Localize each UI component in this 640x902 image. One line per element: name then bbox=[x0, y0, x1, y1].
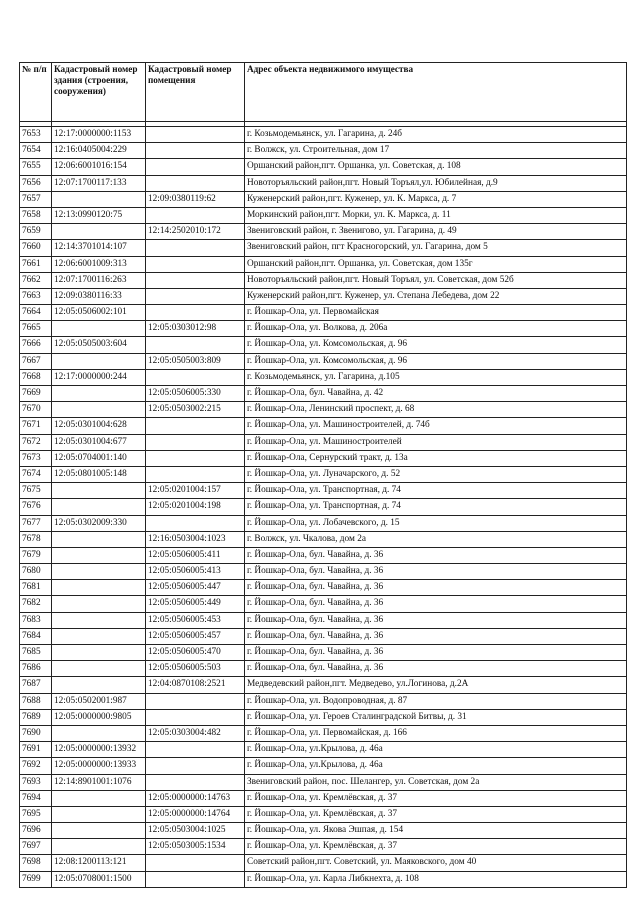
row-number-cell: 7687 bbox=[20, 677, 52, 693]
room-cadastral-cell bbox=[146, 450, 245, 466]
building-cadastral-cell bbox=[52, 806, 146, 822]
table-row bbox=[20, 337, 627, 353]
building-cadastral-cell bbox=[52, 612, 146, 628]
building-cadastral-cell bbox=[52, 499, 146, 515]
room-cadastral-cell bbox=[146, 240, 245, 256]
row-number-cell: 7682 bbox=[20, 596, 52, 612]
table-row bbox=[20, 191, 627, 207]
row-number-cell: 7676 bbox=[20, 499, 52, 515]
room-cadastral-cell bbox=[146, 693, 245, 709]
room-cadastral-cell: 12:05:0506005:413 bbox=[146, 564, 245, 580]
room-cadastral-cell: 12:05:0000000:14764 bbox=[146, 806, 245, 822]
table-row bbox=[20, 321, 627, 337]
row-number-cell: 7690 bbox=[20, 725, 52, 741]
room-cadastral-cell: 12:05:0506005:449 bbox=[146, 596, 245, 612]
header-row bbox=[20, 63, 627, 122]
address-cell: г. Йошкар-Ола, ул. Комсомольская, д. 96 bbox=[245, 353, 627, 369]
row-number-cell: 7696 bbox=[20, 823, 52, 839]
table-row bbox=[20, 256, 627, 272]
row-number-cell: 7668 bbox=[20, 369, 52, 385]
table-body bbox=[20, 122, 627, 888]
table-row bbox=[20, 564, 627, 580]
address-cell: Новоторъяльский район,пгт. Новый Торъял,ул. Юбилейная, д.9 bbox=[245, 175, 627, 191]
address-cell: г. Йошкар-Ола, Ленинский проспект, д. 68 bbox=[245, 402, 627, 418]
address-cell: г. Йошкар-Ола, ул. Волкова, д. 206а bbox=[245, 321, 627, 337]
table-row bbox=[20, 369, 627, 385]
header-room-cadastral: Кадастровый номер помещения bbox=[146, 63, 245, 122]
row-number-cell: 7692 bbox=[20, 758, 52, 774]
room-cadastral-cell bbox=[146, 742, 245, 758]
table-row bbox=[20, 806, 627, 822]
room-cadastral-cell: 12:05:0201004:198 bbox=[146, 499, 245, 515]
room-cadastral-cell bbox=[146, 127, 245, 143]
building-cadastral-cell: 12:05:0000000:9805 bbox=[52, 709, 146, 725]
row-number-cell: 7693 bbox=[20, 774, 52, 790]
room-cadastral-cell bbox=[146, 515, 245, 531]
table-row bbox=[20, 742, 627, 758]
room-cadastral-cell: 12:05:0506005:447 bbox=[146, 580, 245, 596]
room-cadastral-cell bbox=[146, 272, 245, 288]
address-cell: г. Йошкар-Ола, ул. Машиностроителей, д. 74б bbox=[245, 418, 627, 434]
building-cadastral-cell bbox=[52, 839, 146, 855]
table-row bbox=[20, 159, 627, 175]
table-row bbox=[20, 612, 627, 628]
row-number-cell: 7684 bbox=[20, 628, 52, 644]
table-row bbox=[20, 272, 627, 288]
address-cell: Звениговский район, пос. Шелангер, ул. Советская, дом 2а bbox=[245, 774, 627, 790]
building-cadastral-cell: 12:17:0000000:1153 bbox=[52, 127, 146, 143]
row-number-cell: 7674 bbox=[20, 466, 52, 482]
table-row bbox=[20, 758, 627, 774]
row-number-cell: 7680 bbox=[20, 564, 52, 580]
building-cadastral-cell: 12:05:0502001:987 bbox=[52, 693, 146, 709]
table-row bbox=[20, 709, 627, 725]
building-cadastral-cell: 12:13:0990120:75 bbox=[52, 207, 146, 223]
address-cell: г. Йошкар-Ола, бул. Чавайна, д. 36 bbox=[245, 547, 627, 563]
room-cadastral-cell: 12:09:0380119:62 bbox=[146, 191, 245, 207]
address-cell: Куженерский район,пгт. Куженер, ул. К. Маркса, д. 7 bbox=[245, 191, 627, 207]
building-cadastral-cell bbox=[52, 191, 146, 207]
row-number-cell: 7663 bbox=[20, 288, 52, 304]
row-number-cell: 7672 bbox=[20, 434, 52, 450]
address-cell: г. Йошкар-Ола, ул.Крылова, д. 46а bbox=[245, 742, 627, 758]
table-row bbox=[20, 596, 627, 612]
room-cadastral-cell bbox=[146, 143, 245, 159]
table-row bbox=[20, 483, 627, 499]
building-cadastral-cell bbox=[52, 547, 146, 563]
row-number-cell: 7656 bbox=[20, 175, 52, 191]
row-number-cell: 7654 bbox=[20, 143, 52, 159]
row-number-cell: 7655 bbox=[20, 159, 52, 175]
building-cadastral-cell: 12:05:0000000:13933 bbox=[52, 758, 146, 774]
room-cadastral-cell bbox=[146, 418, 245, 434]
building-cadastral-cell bbox=[52, 580, 146, 596]
building-cadastral-cell bbox=[52, 823, 146, 839]
table-row bbox=[20, 402, 627, 418]
room-cadastral-cell bbox=[146, 871, 245, 887]
address-cell: г. Козьмодемьянск, ул. Гагарина, д.105 bbox=[245, 369, 627, 385]
table-row bbox=[20, 580, 627, 596]
row-number-cell: 7665 bbox=[20, 321, 52, 337]
building-cadastral-cell bbox=[52, 353, 146, 369]
building-cadastral-cell bbox=[52, 321, 146, 337]
room-cadastral-cell: 12:05:0303012:98 bbox=[146, 321, 245, 337]
table-row bbox=[20, 823, 627, 839]
address-cell: г. Йошкар-Ола, ул. Героев Сталинградской Битвы, д. 31 bbox=[245, 709, 627, 725]
building-cadastral-cell bbox=[52, 596, 146, 612]
address-cell: г. Йошкар-Ола, ул. Якова Эшпая, д. 154 bbox=[245, 823, 627, 839]
address-cell: г. Йошкар-Ола, ул. Карла Либкнехта, д. 108 bbox=[245, 871, 627, 887]
row-number-cell: 7688 bbox=[20, 693, 52, 709]
table-row bbox=[20, 450, 627, 466]
room-cadastral-cell: 12:05:0505003:809 bbox=[146, 353, 245, 369]
row-number-cell: 7685 bbox=[20, 645, 52, 661]
row-number-cell: 7662 bbox=[20, 272, 52, 288]
table-row bbox=[20, 725, 627, 741]
room-cadastral-cell bbox=[146, 175, 245, 191]
building-cadastral-cell bbox=[52, 386, 146, 402]
table-row bbox=[20, 628, 627, 644]
address-cell: Медведевский район,пгт. Медведево, ул.Логинова, д.2А bbox=[245, 677, 627, 693]
building-cadastral-cell: 12:05:0000000:13932 bbox=[52, 742, 146, 758]
address-cell: г. Йошкар-Ола, ул. Луначарского, д. 52 bbox=[245, 466, 627, 482]
address-cell: г. Йошкар-Ола, бул. Чавайна, д. 36 bbox=[245, 612, 627, 628]
building-cadastral-cell: 12:14:3701014:107 bbox=[52, 240, 146, 256]
room-cadastral-cell: 12:14:2502010:172 bbox=[146, 224, 245, 240]
table-row bbox=[20, 547, 627, 563]
building-cadastral-cell bbox=[52, 564, 146, 580]
building-cadastral-cell: 12:06:6001009:313 bbox=[52, 256, 146, 272]
address-cell: Оршанский район,пгт. Оршанка, ул. Советская, дом 135г bbox=[245, 256, 627, 272]
address-cell: г. Йошкар-Ола, ул. Комсомольская, д. 96 bbox=[245, 337, 627, 353]
table-row bbox=[20, 661, 627, 677]
address-cell: Советский район,пгт. Советский, ул. Маяковского, дом 40 bbox=[245, 855, 627, 871]
address-cell: г. Йошкар-Ола, ул. Первомайская, д. 166 bbox=[245, 725, 627, 741]
building-cadastral-cell bbox=[52, 661, 146, 677]
address-cell: Оршанский район,пгт. Оршанка, ул. Советская, д. 108 bbox=[245, 159, 627, 175]
address-cell: г. Йошкар-Ола, ул. Кремлёвская, д. 37 bbox=[245, 790, 627, 806]
row-number-cell: 7666 bbox=[20, 337, 52, 353]
room-cadastral-cell: 12:05:0503004:1025 bbox=[146, 823, 245, 839]
address-cell: г. Йошкар-Ола, бул. Чавайна, д. 36 bbox=[245, 596, 627, 612]
building-cadastral-cell: 12:08:1200113:121 bbox=[52, 855, 146, 871]
address-cell: Звениговский район, г. Звенигово, ул. Гагарина, д. 49 bbox=[245, 224, 627, 240]
address-cell: г. Йошкар-Ола, ул. Первомайская bbox=[245, 305, 627, 321]
table-row bbox=[20, 143, 627, 159]
room-cadastral-cell: 12:05:0503005:1534 bbox=[146, 839, 245, 855]
table-row bbox=[20, 386, 627, 402]
building-cadastral-cell bbox=[52, 531, 146, 547]
row-number-cell: 7695 bbox=[20, 806, 52, 822]
header-building-cadastral: Кадастровый номер здания (строения, сооружения) bbox=[52, 63, 146, 122]
table-row bbox=[20, 774, 627, 790]
row-number-cell: 7669 bbox=[20, 386, 52, 402]
table-row bbox=[20, 240, 627, 256]
room-cadastral-cell bbox=[146, 855, 245, 871]
room-cadastral-cell: 12:05:0506005:330 bbox=[146, 386, 245, 402]
address-cell: г. Йошкар-Ола, бул. Чавайна, д. 36 bbox=[245, 580, 627, 596]
building-cadastral-cell: 12:14:8901001:1076 bbox=[52, 774, 146, 790]
room-cadastral-cell: 12:04:0870108:2521 bbox=[146, 677, 245, 693]
table-row bbox=[20, 790, 627, 806]
room-cadastral-cell bbox=[146, 466, 245, 482]
row-number-cell: 7653 bbox=[20, 127, 52, 143]
building-cadastral-cell bbox=[52, 725, 146, 741]
table-row bbox=[20, 353, 627, 369]
address-cell: г. Йошкар-Ола, ул. Машиностроителей bbox=[245, 434, 627, 450]
address-cell: г. Йошкар-Ола, бул. Чавайна, д. 42 bbox=[245, 386, 627, 402]
building-cadastral-cell: 12:17:0000000:244 bbox=[52, 369, 146, 385]
row-number-cell: 7661 bbox=[20, 256, 52, 272]
building-cadastral-cell: 12:07:1700116:263 bbox=[52, 272, 146, 288]
table-row bbox=[20, 207, 627, 223]
table-row bbox=[20, 434, 627, 450]
table-row bbox=[20, 127, 627, 143]
building-cadastral-cell: 12:05:0506002:101 bbox=[52, 305, 146, 321]
building-cadastral-cell: 12:07:1700117:133 bbox=[52, 175, 146, 191]
table-row bbox=[20, 515, 627, 531]
row-number-cell: 7697 bbox=[20, 839, 52, 855]
registry-table bbox=[19, 62, 627, 888]
building-cadastral-cell bbox=[52, 224, 146, 240]
address-cell: г. Йошкар-Ола, бул. Чавайна, д. 36 bbox=[245, 661, 627, 677]
address-cell: Куженерский район,пгт. Куженер, ул. Степана Лебедева, дом 22 bbox=[245, 288, 627, 304]
row-number-cell: 7670 bbox=[20, 402, 52, 418]
room-cadastral-cell bbox=[146, 256, 245, 272]
address-cell: г. Йошкар-Ола, ул. Транспортная, д. 74 bbox=[245, 499, 627, 515]
room-cadastral-cell: 12:05:0506005:503 bbox=[146, 661, 245, 677]
row-number-cell: 7667 bbox=[20, 353, 52, 369]
address-cell: г. Йошкар-Ола, бул. Чавайна, д. 36 bbox=[245, 628, 627, 644]
row-number-cell: 7675 bbox=[20, 483, 52, 499]
address-cell: г. Йошкар-Ола, ул. Кремлёвская, д. 37 bbox=[245, 806, 627, 822]
room-cadastral-cell bbox=[146, 288, 245, 304]
room-cadastral-cell: 12:05:0303004:482 bbox=[146, 725, 245, 741]
table-row bbox=[20, 224, 627, 240]
room-cadastral-cell: 12:05:0506005:470 bbox=[146, 645, 245, 661]
table-row bbox=[20, 466, 627, 482]
row-number-cell: 7671 bbox=[20, 418, 52, 434]
row-number-cell: 7683 bbox=[20, 612, 52, 628]
address-cell: г. Волжск, ул. Чкалова, дом 2а bbox=[245, 531, 627, 547]
table-row bbox=[20, 288, 627, 304]
building-cadastral-cell: 12:05:0708001:1500 bbox=[52, 871, 146, 887]
table-row bbox=[20, 418, 627, 434]
row-number-cell: 7673 bbox=[20, 450, 52, 466]
address-cell: Новоторъяльский район,пгт. Новый Торъял, ул. Советская, дом 52б bbox=[245, 272, 627, 288]
building-cadastral-cell bbox=[52, 628, 146, 644]
room-cadastral-cell: 12:05:0000000:14763 bbox=[146, 790, 245, 806]
row-number-cell: 7691 bbox=[20, 742, 52, 758]
building-cadastral-cell bbox=[52, 677, 146, 693]
room-cadastral-cell bbox=[146, 369, 245, 385]
address-cell: г. Йошкар-Ола, Сернурский тракт, д. 13а bbox=[245, 450, 627, 466]
building-cadastral-cell bbox=[52, 790, 146, 806]
address-cell: г. Волжск, ул. Строительная, дом 17 bbox=[245, 143, 627, 159]
room-cadastral-cell bbox=[146, 709, 245, 725]
room-cadastral-cell bbox=[146, 434, 245, 450]
table-row bbox=[20, 839, 627, 855]
building-cadastral-cell: 12:05:0801005:148 bbox=[52, 466, 146, 482]
room-cadastral-cell bbox=[146, 207, 245, 223]
address-cell: г. Йошкар-Ола, бул. Чавайна, д. 36 bbox=[245, 645, 627, 661]
header-address: Адрес объекта недвижимого имущества bbox=[245, 63, 627, 122]
table-row bbox=[20, 305, 627, 321]
address-cell: г. Козьмодемьянск, ул. Гагарина, д. 24б bbox=[245, 127, 627, 143]
room-cadastral-cell bbox=[146, 305, 245, 321]
table-row bbox=[20, 871, 627, 887]
room-cadastral-cell: 12:05:0506005:411 bbox=[146, 547, 245, 563]
building-cadastral-cell: 12:05:0302009:330 bbox=[52, 515, 146, 531]
address-cell: г. Йошкар-Ола, бул. Чавайна, д. 36 bbox=[245, 564, 627, 580]
row-number-cell: 7657 bbox=[20, 191, 52, 207]
building-cadastral-cell bbox=[52, 483, 146, 499]
table-row bbox=[20, 499, 627, 515]
address-cell: г. Йошкар-Ола, ул. Транспортная, д. 74 bbox=[245, 483, 627, 499]
address-cell: Звениговский район, пгт Красногорский, ул. Гагарина, дом 5 bbox=[245, 240, 627, 256]
address-cell: г. Йошкар-Ола, ул. Кремлёвская, д. 37 bbox=[245, 839, 627, 855]
row-number-cell: 7659 bbox=[20, 224, 52, 240]
table-row bbox=[20, 677, 627, 693]
address-cell: г. Йошкар-Ола, ул. Лобачевского, д. 15 bbox=[245, 515, 627, 531]
room-cadastral-cell bbox=[146, 774, 245, 790]
building-cadastral-cell bbox=[52, 645, 146, 661]
building-cadastral-cell: 12:05:0704001:140 bbox=[52, 450, 146, 466]
row-number-cell: 7699 bbox=[20, 871, 52, 887]
row-number-cell: 7686 bbox=[20, 661, 52, 677]
address-cell: г. Йошкар-Ола, ул. Водопроводная, д. 87 bbox=[245, 693, 627, 709]
row-number-cell: 7658 bbox=[20, 207, 52, 223]
room-cadastral-cell: 12:05:0506005:453 bbox=[146, 612, 245, 628]
table-row bbox=[20, 693, 627, 709]
building-cadastral-cell bbox=[52, 402, 146, 418]
table-row bbox=[20, 531, 627, 547]
building-cadastral-cell: 12:05:0505003:604 bbox=[52, 337, 146, 353]
table-row bbox=[20, 645, 627, 661]
row-number-cell: 7689 bbox=[20, 709, 52, 725]
room-cadastral-cell: 12:05:0503002:215 bbox=[146, 402, 245, 418]
row-number-cell: 7681 bbox=[20, 580, 52, 596]
room-cadastral-cell: 12:05:0201004:157 bbox=[146, 483, 245, 499]
table-header bbox=[20, 63, 627, 122]
room-cadastral-cell: 12:16:0503004:1023 bbox=[146, 531, 245, 547]
room-cadastral-cell bbox=[146, 337, 245, 353]
room-cadastral-cell: 12:05:0506005:457 bbox=[146, 628, 245, 644]
room-cadastral-cell bbox=[146, 758, 245, 774]
building-cadastral-cell: 12:05:0301004:628 bbox=[52, 418, 146, 434]
table-row bbox=[20, 855, 627, 871]
building-cadastral-cell: 12:06:6001016:154 bbox=[52, 159, 146, 175]
building-cadastral-cell: 12:05:0301004:677 bbox=[52, 434, 146, 450]
room-cadastral-cell bbox=[146, 159, 245, 175]
row-number-cell: 7677 bbox=[20, 515, 52, 531]
address-cell: Моркинский район,пгт. Морки, ул. К. Маркса, д. 11 bbox=[245, 207, 627, 223]
row-number-cell: 7694 bbox=[20, 790, 52, 806]
row-number-cell: 7679 bbox=[20, 547, 52, 563]
table-row bbox=[20, 175, 627, 191]
row-number-cell: 7698 bbox=[20, 855, 52, 871]
row-number-cell: 7664 bbox=[20, 305, 52, 321]
building-cadastral-cell: 12:16:0405004:229 bbox=[52, 143, 146, 159]
row-number-cell: 7678 bbox=[20, 531, 52, 547]
row-number-cell: 7660 bbox=[20, 240, 52, 256]
building-cadastral-cell: 12:09:0380116:33 bbox=[52, 288, 146, 304]
address-cell: г. Йошкар-Ола, ул.Крылова, д. 46а bbox=[245, 758, 627, 774]
header-number: № п/п bbox=[20, 63, 52, 122]
